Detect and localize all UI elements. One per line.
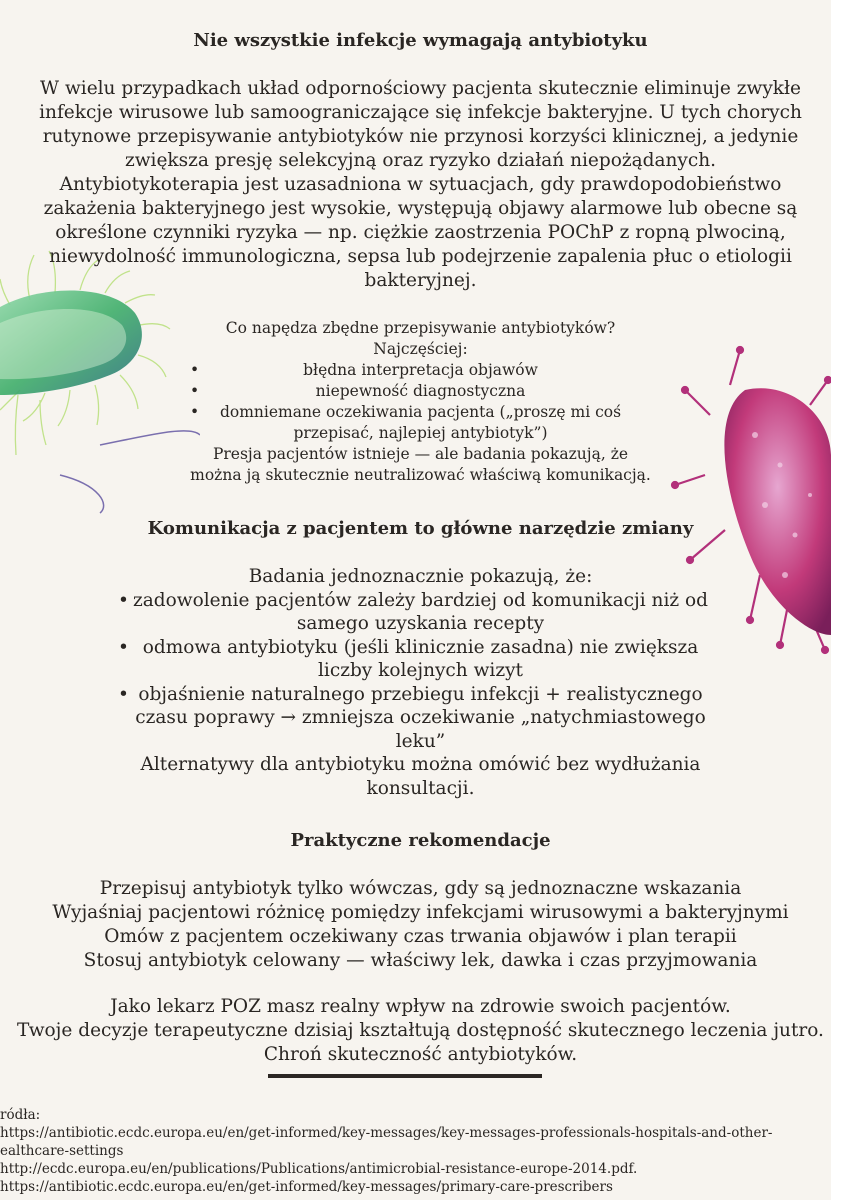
list-item-text: domniemane oczekiwania pacjenta („proszę mi coś bbox=[219, 403, 622, 421]
recommendation-line: Wyjaśniaj pacjentowi różnicę pomiędzy infekcjami wirusowymi a bakteryjnymi bbox=[52, 902, 789, 923]
bullet-icon: • bbox=[118, 589, 129, 611]
text-line: Twoje decyzje terapeutyczne dzisiaj kształtują dostępność skutecznego leczenia jutro. bbox=[17, 1020, 824, 1041]
section3-title: Komunikacja z pacjentem to główne narzędzie zmiany bbox=[147, 518, 694, 539]
list-item bbox=[0, 636, 841, 683]
divider bbox=[268, 1074, 542, 1078]
list-item bbox=[0, 381, 841, 402]
section1-body bbox=[0, 77, 841, 293]
list-item-text: błędna interpretacja objawów bbox=[303, 361, 538, 379]
section2-lead: Najczęściej: bbox=[373, 340, 468, 358]
list-item-text: niepewność diagnostyczna bbox=[315, 382, 526, 400]
bullet-icon: • bbox=[190, 361, 200, 379]
section4-body bbox=[0, 877, 841, 973]
section3-lead: Badania jednoznacznie pokazują, że: bbox=[248, 566, 593, 587]
section2-bullet-list bbox=[0, 360, 841, 444]
text-line: można ją skutecznie neutralizować właściwą komunikacją. bbox=[190, 466, 651, 484]
text-line: zwiększa presję selekcyjną oraz ryzyko działań niepożądanych. bbox=[124, 150, 717, 171]
recommendation-line: Przepisuj antybiotyk tylko wówczas, gdy są jednoznaczne wskazania bbox=[99, 878, 742, 899]
text-line: rutynowe przepisywanie antybiotyków nie przynosi korzyści klinicznej, a jedynie bbox=[42, 126, 799, 147]
list-item-text: samego uzyskania recepty bbox=[296, 613, 545, 634]
list-item-text: liczby kolejnych wizyt bbox=[318, 660, 523, 681]
closing-message bbox=[0, 995, 841, 1067]
list-item-text: odmowa antybiotyku (jeśli klinicznie zasadna) nie zwiększa bbox=[142, 636, 699, 658]
section2 bbox=[0, 318, 841, 486]
source-link[interactable]: ealthcare-settings bbox=[0, 1143, 124, 1159]
text-line: niewydolność immunologiczna, sepsa lub podejrzenie zapalenia płuc o etiologii bbox=[49, 246, 792, 267]
source-link[interactable]: https://antibiotic.ecdc.europa.eu/en/get-informed/key-messages/key-messages-professionals-hospitals-and-other- bbox=[0, 1125, 773, 1141]
sources-label: ródła: bbox=[0, 1107, 41, 1123]
list-item bbox=[0, 360, 841, 381]
list-item bbox=[0, 589, 841, 636]
text-line: zakażenia bakteryjnego jest wysokie, występują objawy alarmowe lub obecne są bbox=[43, 198, 798, 219]
text-line: określone czynniki ryzyka — np. ciężkie zaostrzenia POChP z ropną plwociną, bbox=[55, 222, 786, 243]
text-line: Alternatywy dla antybiotyku można omówić bez wydłużania bbox=[140, 754, 701, 775]
source-link[interactable]: http://ecdc.europa.eu/en/publications/Publications/antimicrobial-resistance-europe-2014.pdf. bbox=[0, 1161, 638, 1177]
source-link[interactable]: https://antibiotic.ecdc.europa.eu/en/get-informed/key-messages/primary-care-prescribers bbox=[0, 1179, 613, 1195]
section1-title: Nie wszystkie infekcje wymagają antybiotyku bbox=[193, 30, 648, 51]
bullet-icon: • bbox=[118, 636, 129, 658]
bullet-icon: • bbox=[190, 403, 200, 421]
list-item-text: przepisać, najlepiej antybiotyk”) bbox=[293, 424, 548, 442]
list-item bbox=[0, 683, 841, 754]
recommendation-line: Stosuj antybiotyk celowany — właściwy lek, dawka i czas przyjmowania bbox=[83, 950, 758, 971]
list-item-text: zadowolenie pacjentów zależy bardziej od komunikacji niż od bbox=[133, 589, 708, 611]
text-line: Antybiotykoterapia jest uzasadniona w sytuacjach, gdy prawdopodobieństwo bbox=[59, 174, 782, 195]
section2-question: Co napędza zbędne przepisywanie antybiotyków? bbox=[225, 319, 616, 337]
text-line: Chroń skuteczność antybiotyków. bbox=[263, 1044, 578, 1065]
list-item-text: leku” bbox=[395, 730, 446, 752]
list-item bbox=[0, 402, 841, 444]
text-line: infekcje wirusowe lub samoograniczające się infekcje bakteryjne. U tych chorych bbox=[39, 102, 802, 123]
sources bbox=[0, 1106, 772, 1196]
list-item-text: objaśnienie naturalnego przebiegu infekcji + realistycznego bbox=[138, 683, 703, 705]
section3 bbox=[0, 565, 841, 800]
section4-title: Praktyczne rekomendacje bbox=[290, 830, 551, 851]
text-line: konsultacji. bbox=[366, 777, 475, 799]
recommendation-line: Omów z pacjentem oczekiwany czas trwania objawów i plan terapii bbox=[104, 926, 737, 947]
text-line: W wielu przypadkach układ odpornościowy pacjenta skutecznie eliminuje zwykłe bbox=[40, 78, 801, 99]
text-line: Presja pacjentów istnieje — ale badania pokazują, że bbox=[212, 445, 629, 463]
bullet-icon: • bbox=[190, 382, 200, 400]
bullet-icon: • bbox=[118, 683, 129, 705]
text-line: bakteryjnej. bbox=[364, 270, 477, 291]
text-line: Jako lekarz POZ masz realny wpływ na zdrowie swoich pacjentów. bbox=[110, 996, 731, 1017]
section3-bullet-list bbox=[0, 589, 841, 754]
list-item-text: czasu poprawy → zmniejsza oczekiwanie „natychmiastowego bbox=[135, 707, 706, 728]
